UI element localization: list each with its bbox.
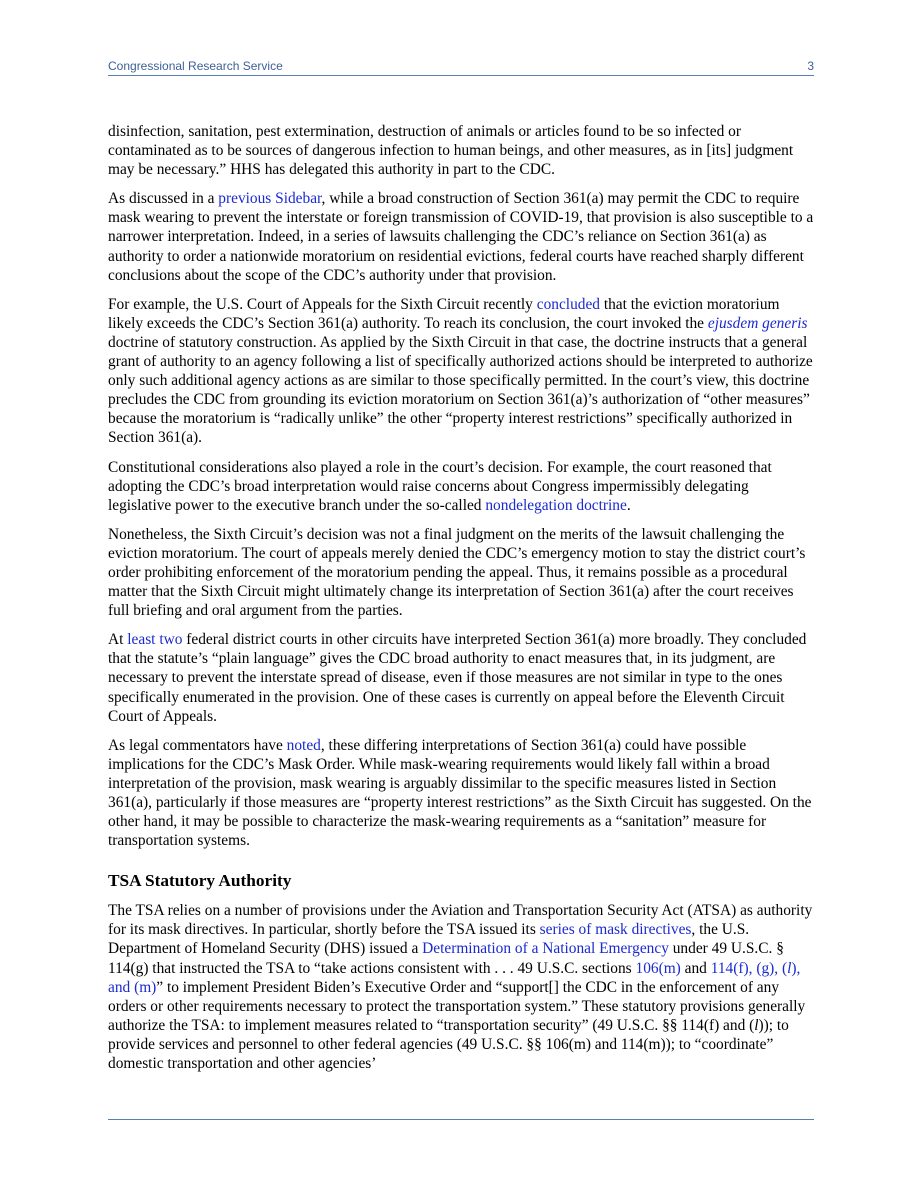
- paragraph-text: that the eviction moratorium likely exceeds the CDC’s Section 361(a) authority. To reach its conclusion, the court invoked the: [108, 295, 780, 332]
- paragraph-text: Constitutional considerations also played a role in the court’s decision. For example, the court reasoned that adopting the CDC’s broad interpretation would raise concerns about Congress impermissibly delegating legislative power to the executive branch under the so-called: [108, 458, 772, 514]
- paragraph-2: [108, 189, 814, 284]
- paragraph-text: .: [626, 496, 631, 514]
- least-link[interactable]: least: [127, 631, 156, 649]
- mask-directives-link[interactable]: series of mask directives: [539, 921, 692, 939]
- paragraph-6: [108, 630, 814, 725]
- footer-divider: [108, 1119, 814, 1120]
- two-link[interactable]: two: [159, 631, 183, 649]
- paragraph-4: [108, 458, 814, 515]
- paragraph-1: [108, 122, 814, 179]
- national-emergency-link[interactable]: Determination of a National Emergency: [422, 940, 669, 958]
- paragraph-text: disinfection, sanitation, pest extermination, destruction of animals or articles found to be so infected or contaminated as to be sources of dangerous infection to human beings, and other measures, as in [its] judgment may be necessary.” HHS has delegated this authority in part to the CDC.: [108, 123, 794, 179]
- ejusdem-generis-text: ejusdem generis: [707, 314, 808, 332]
- paragraph-5: [108, 525, 814, 620]
- page-header: [108, 57, 814, 76]
- paragraph-italic: l: [754, 1016, 759, 1034]
- section-heading: TSA Statutory Authority: [108, 871, 292, 891]
- section-114-text: 114(f), (g), (: [710, 959, 788, 977]
- paragraph-text: , the U.S. Department of Homeland Security (DHS) issued a: [108, 921, 750, 958]
- paragraph-text: At: [108, 631, 128, 649]
- paragraph-text: and: [680, 959, 711, 977]
- paragraph-text: , while a broad construction of Section 361(a) may permit the CDC to require mask wearing to prevent the interstate or foreign transmission of COVID-19, that provision is also susceptible to a narrower interpretation. Indeed, in a series of lawsuits challenging the CDC’s reliance on Section 361(a) as authority to order a nationwide moratorium on residential evictions, federal courts have reached sharply different conclusions about the scope of the CDC’s authority under that provision.: [108, 190, 814, 284]
- ejusdem-generis-link[interactable]: [708, 315, 808, 332]
- paragraph-text: As legal commentators have: [108, 736, 287, 754]
- paragraph-7: [108, 736, 814, 851]
- concluded-link[interactable]: concluded: [536, 295, 600, 313]
- paragraph-text: As discussed in a: [108, 190, 219, 208]
- paragraph-text: Nonetheless, the Sixth Circuit’s decision was not a final judgment on the merits of the lawsuit challenging the eviction moratorium. The court of appeals merely denied the CDC’s emergency motion to stay the district court’s order prohibiting enforcement of the moratorium pending the appeal. Thus, it remains possible as a procedural matter that the Sixth Circuit might ultimately change its interpretation of Section 361(a) after the court receives full briefing and oral argument from the parties.: [108, 525, 806, 620]
- section-114-italic: l: [787, 959, 792, 977]
- paragraph-text: , these differing interpretations of Section 361(a) could have possible implications for the CDC’s Mask Order. While mask-wearing requirements would likely fall within a broad interpretation of the provision, mask wearing is arguably dissimilar to the specific measures listed in Section 361(a), particularly if those measures are “property interest restrictions” as the Sixth Circuit has suggested. On the other hand, it may be possible to characterize the mask-wearing requirements as a “sanitation” measure for transportation systems.: [108, 736, 812, 850]
- paragraph-3: [108, 295, 814, 448]
- page-number: 3: [807, 59, 814, 73]
- section-106m-link[interactable]: 106(m): [635, 959, 681, 977]
- paragraph-text: ” to implement President Biden’s Executive Order and “support[] the CDC in the enforcement of any orders or other requirements necessary to protect the transportation system.” These statutory provisions generally authorize the TSA: to implement measures related to “transportation security” (49 U.S.C. §§ 114(f) and (: [108, 978, 806, 1034]
- noted-link[interactable]: noted: [286, 736, 321, 754]
- paragraph-text: For example, the U.S. Court of Appeals for the Sixth Circuit recently: [108, 295, 537, 313]
- section-114-text: ), and (m): [108, 959, 801, 996]
- header-title: Congressional Research Service: [108, 59, 283, 73]
- paragraph-text: federal district courts in other circuits have interpreted Section 361(a) more broadly. They concluded that the statute’s “plain language” gives the CDC broad authority to enact measures that, in its judgment, are necessary to prevent the interstate spread of disease, even if those measures are not similar in type to the ones specifically enumerated in the provision. One of these cases is currently on appeal before the Eleventh Circuit Court of Appeals.: [108, 631, 807, 725]
- document-body: [108, 122, 814, 1083]
- paragraph-text: under 49 U.S.C. § 114(g) that instructed the TSA to “take actions consistent with . . . 49 U.S.C. sections: [108, 940, 784, 977]
- paragraph-text: doctrine of statutory construction. As applied by the Sixth Circuit in that case, the doctrine instructs that a general grant of authority to an agency following a list of specifically authorized actions should be interpreted to authorize only such additional agency actions as are similar to those specifically permitted. In the court’s view, this doctrine precludes the CDC from grounding its eviction moratorium on Section 361(a)’s authorization of “other measures” because the moratorium is “radically unlike” the other “property interest restrictions” specifically authorized in Section 361(a).: [108, 333, 813, 447]
- nondelegation-doctrine-link[interactable]: nondelegation doctrine: [485, 496, 627, 514]
- paragraph-text: )); to provide services and personnel to other federal agencies (49 U.S.C. §§ 106(m) and 114(m)); to “coordinate” domestic transportation and other agencies’: [108, 1016, 789, 1073]
- paragraph-text: The TSA relies on a number of provisions under the Aviation and Transportation Security Act (ATSA) as authority for its mask directives. In particular, shortly before the TSA issued its: [108, 902, 813, 939]
- previous-sidebar-link[interactable]: previous Sidebar: [218, 190, 322, 208]
- paragraph-8: [108, 901, 814, 1073]
